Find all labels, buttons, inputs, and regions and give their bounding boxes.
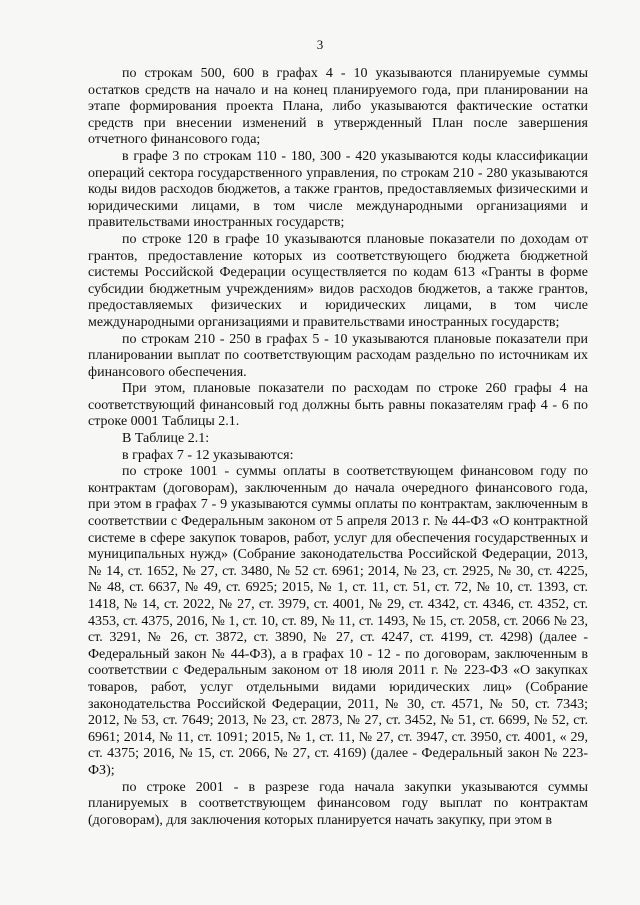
paragraph-table-2-1-heading: В Таблице 2.1: [122, 431, 210, 447]
paragraph-rows-210-250: по строкам 210 - 250 в графах 5 - 10 указываются плановые показатели при планировании выплат по соответствующим расходам раздельно по источникам их финансового обеспечения. [88, 331, 588, 380]
paragraph-column-3-codes: в графе 3 по строкам 110 - 180, 300 - 420 указываются коды классификации операций сектора государственного управления, по строкам 210 - 280 указываются коды видов расходов бюджетов, а также грантов, предоставляемых физическими и юридическими лицами, в том числе международными организациями и правительствами иностранных государств; [88, 148, 588, 231]
paragraph-row-1001: по строке 1001 - суммы оплаты в соответствующем финансовом году по контрактам (договорам), заключенным до начала очередного финансового года, при этом в графах 7 - 9 указываются суммы оплаты по контрактам, заключенным в соответствии с Федеральным законом от 5 апреля 2013 г. № 44-ФЗ «О контрактной системе в сфере закупок товаров, работ, услуг для обеспечения государственных и муниципальных нужд» (Собрание законодательства Российской Федерации, 2013, № 14, ст. 1652, № 27, ст. 3480, № 52 ст. 6961; 2014, № 23, ст. 2925, № 30, ст. 4225, № 48, ст. 6637, № 49, ст. 6925; 2015, № 1, ст. 11, ст. 51, ст. 72, № 10, ст. 1393, ст. 1418, № 14, ст. 2022, № 27, ст. 3979, ст. 4001, № 29, ст. 4342, ст. 4346, ст. 4352, ст. 4353, ст. 4375, 2016, № 1, ст. 10, ст. 89, № 11, ст. 1493, № 15, ст. 2058, ст. 2066 № 23, ст. 3291, № 26, ст. 3872, ст. 3890, № 27, ст. 4247, ст. 4199, ст. 4298) (далее - Федеральный закон № 44-ФЗ), а в графах 10 - 12 - по договорам, заключенным в соответствии с Федеральным законом от 18 июля 2011 г. № 223-ФЗ «О закупках товаров, работ, услуг отдельными видами юридических лиц» (Собрание законодательства Российской Федерации, 2011, № 30, ст. 4571, № 50, ст. 7343; 2012, № 53, ст. 7649; 2013, № 23, ст. 2873, № 27, ст. 3452, № 51, ст. 6699, № 52, ст. 6961; 2014, № 11, ст. 1091; 2015, № 1, ст. 11, № 27, ст. 3947, ст. 3950, ст. 4001, « 29, ст. 4375; 2016, № 15, ст. 2066, № 27, ст. 4169) (далее - Федеральный закон № 223-ФЗ); [88, 464, 588, 778]
paragraph-row-2001: по строке 2001 - в разрезе года начала закупки указываются суммы планируемых в соответствующем финансовом году выплат по контрактам (договорам), для заключения которых планируется начать закупку, при этом в [88, 779, 588, 828]
paragraph-rows-500-600: по строкам 500, 600 в графах 4 - 10 указываются планируемые суммы остатков средств на начало и на конец планируемого года, при планировании на этапе формирования проекта Плана, либо указываются фактические остатки средств при внесении изменений в утвержденный План после завершения отчетного финансового года; [88, 66, 588, 148]
paragraph-row-260: При этом, плановые показатели по расходам по строке 260 графы 4 на соответствующий финансовый год должны быть равны показателям граф 4 - 6 по строке 0001 Таблицы 2.1. [88, 381, 588, 430]
paragraph-columns-7-12: в графах 7 - 12 указываются: [122, 447, 294, 463]
page-number: 3 [316, 37, 324, 52]
document-body [88, 66, 588, 829]
paragraph-row-120-grants: по строке 120 в графе 10 указываются плановые показатели по доходам от грантов, предоставление которых из соответствующего бюджета бюджетной системы Российской Федерации осуществляется по кодам 613 «Гранты в форме субсидии бюджетным учреждениям» видов расходов бюджетов, а также грантов, предоставляемых физических и юридических лицами, в том числе международными организациями и правительствами иностранных государств; [88, 231, 588, 330]
